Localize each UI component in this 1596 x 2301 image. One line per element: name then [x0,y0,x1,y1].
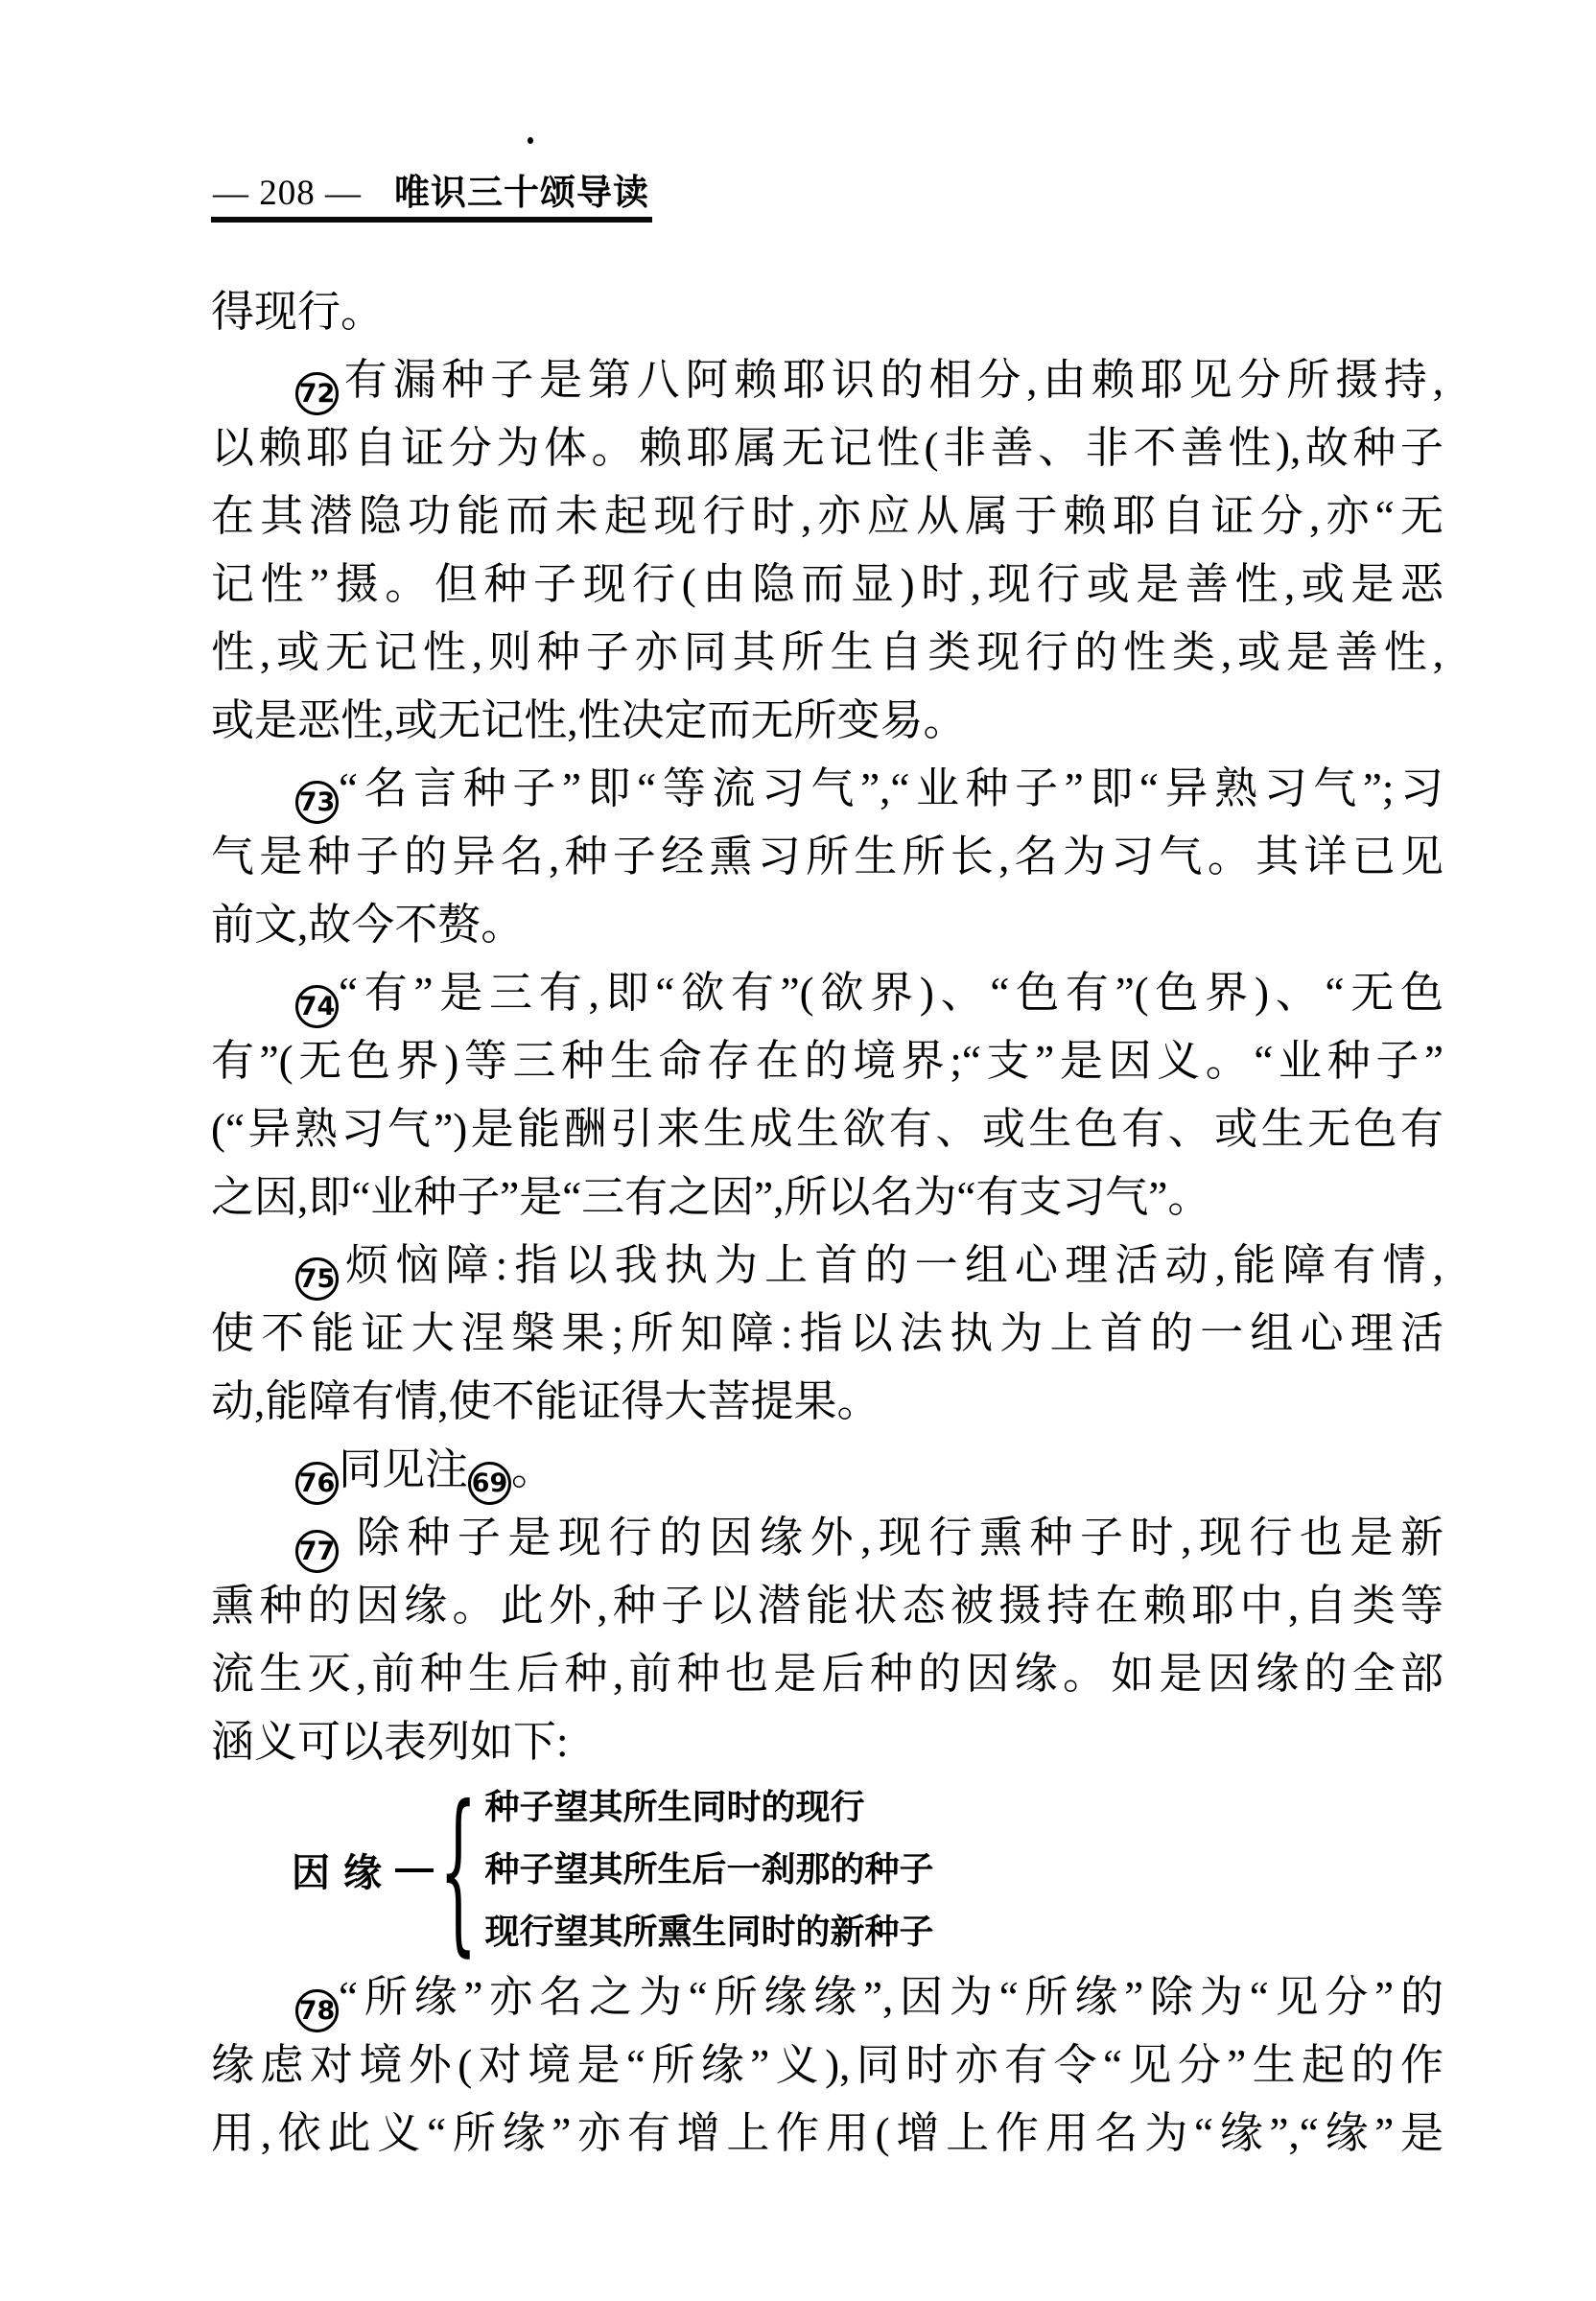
diagram-label: 因缘 [292,1851,395,1894]
text-line: 得现行。 [211,288,385,336]
text-line: 以赖耶自证分为体。赖耶属无记性(非善、非不善性),故种子 [211,424,1443,472]
text-line: 在其潜隐功能而未起现行时,亦应从属于赖耶自证分,亦“无 [211,492,1443,540]
body-text-top [211,278,1443,1776]
text-line: 74“有”是三有,即“欲有”(欲界)、“色有”(色界)、“无色 [211,959,1443,1027]
body-text-bottom [211,1963,1443,2168]
text-line: (“异熟习气”)是能酬引来生成生欲有、或生色有、或生无色有 [211,1105,1443,1153]
text-line: 熏种的因缘。此外,种子以潜能状态被摄持在赖耶中,自类等 [211,1582,1443,1630]
text-line: 或是恶性,或无记性,性决定而无所变易。 [211,696,967,744]
diagram-item-list [484,1776,933,1963]
text-line: 前文,故今不赘。 [211,901,525,949]
page-body [211,278,1443,2168]
header-rule [211,217,652,223]
circled-note-number: 73 [295,781,339,824]
circled-note-number: 69 [468,1462,511,1505]
diagram-connector-line [395,1868,434,1872]
scan-speck-dot [528,137,533,144]
text-line: 78“所缘”亦名之为“所缘缘”,因为“所缘”除为“见分”的 [211,1963,1443,2031]
text-line: 用,依此义“所缘”亦有增上作用(增上作用名为“缘”,“缘”是 [211,2109,1443,2157]
circled-note-number: 78 [295,1989,339,2032]
book-title: 唯识三十颂导读 [394,174,649,213]
text-line: 75烦恼障:指以我执为上首的一组心理活动,能障有情, [211,1232,1443,1300]
text-line: 流生灭,前种生后种,前种也是后种的因缘。如是因缘的全部 [211,1650,1443,1698]
text-line: 有”(无色界)等三种生命存在的境界;“支”是因义。“业种子” [211,1037,1443,1085]
text-line: 涵义可以表列如下: [211,1718,569,1766]
circled-note-number: 75 [295,1257,339,1301]
page-header [213,173,664,215]
text-line: 76同见注 69。 [211,1436,1443,1504]
text-line: 性,或无记性,则种子亦同其所生自类现行的性类,或是善性, [211,628,1443,676]
cause-condition-diagram [292,1766,1443,1974]
text-line: 缘虑对境外(对境是“所缘”义),同时亦有令“见分”生起的作 [211,2041,1443,2089]
page-number: — 208 — [213,174,362,213]
text-line: 77 除种子是现行的因缘外,现行熏种子时,现行也是新 [211,1504,1443,1572]
circled-note-number: 77 [295,1530,339,1573]
text-line: 记性”摄。但种子现行(由隐而显)时,现行或是善性,或是恶 [211,560,1443,608]
diagram-item: 现行望其所熏生同时的新种子 [484,1913,934,1951]
diagram-item: 种子望其所生同时的现行 [484,1788,865,1826]
text-line: 使不能证大涅槃果;所知障:指以法执为上首的一组心理活 [211,1309,1443,1357]
circled-note-number: 74 [295,985,339,1028]
circled-note-number: 72 [295,372,339,415]
text-line: 之因,即“业种子”是“三有之因”,所以名为“有支习气”。 [211,1173,1211,1221]
text-line: 气是种子的异名,种子经熏习所生所长,名为习气。其详已见 [211,833,1443,880]
circled-note-number: 76 [295,1462,339,1505]
text-line: 73“名言种子”即“等流习气”,“业种子”即“异熟习气”;习 [211,755,1443,823]
diagram-brace: { [439,1766,478,1974]
text-line: 动,能障有情,使不能证得大菩提果。 [211,1377,880,1425]
diagram-item: 种子望其所生后一刹那的种子 [484,1850,934,1889]
text-line: 72有漏种子是第八阿赖耶识的相分,由赖耶见分所摄持, [211,346,1443,414]
